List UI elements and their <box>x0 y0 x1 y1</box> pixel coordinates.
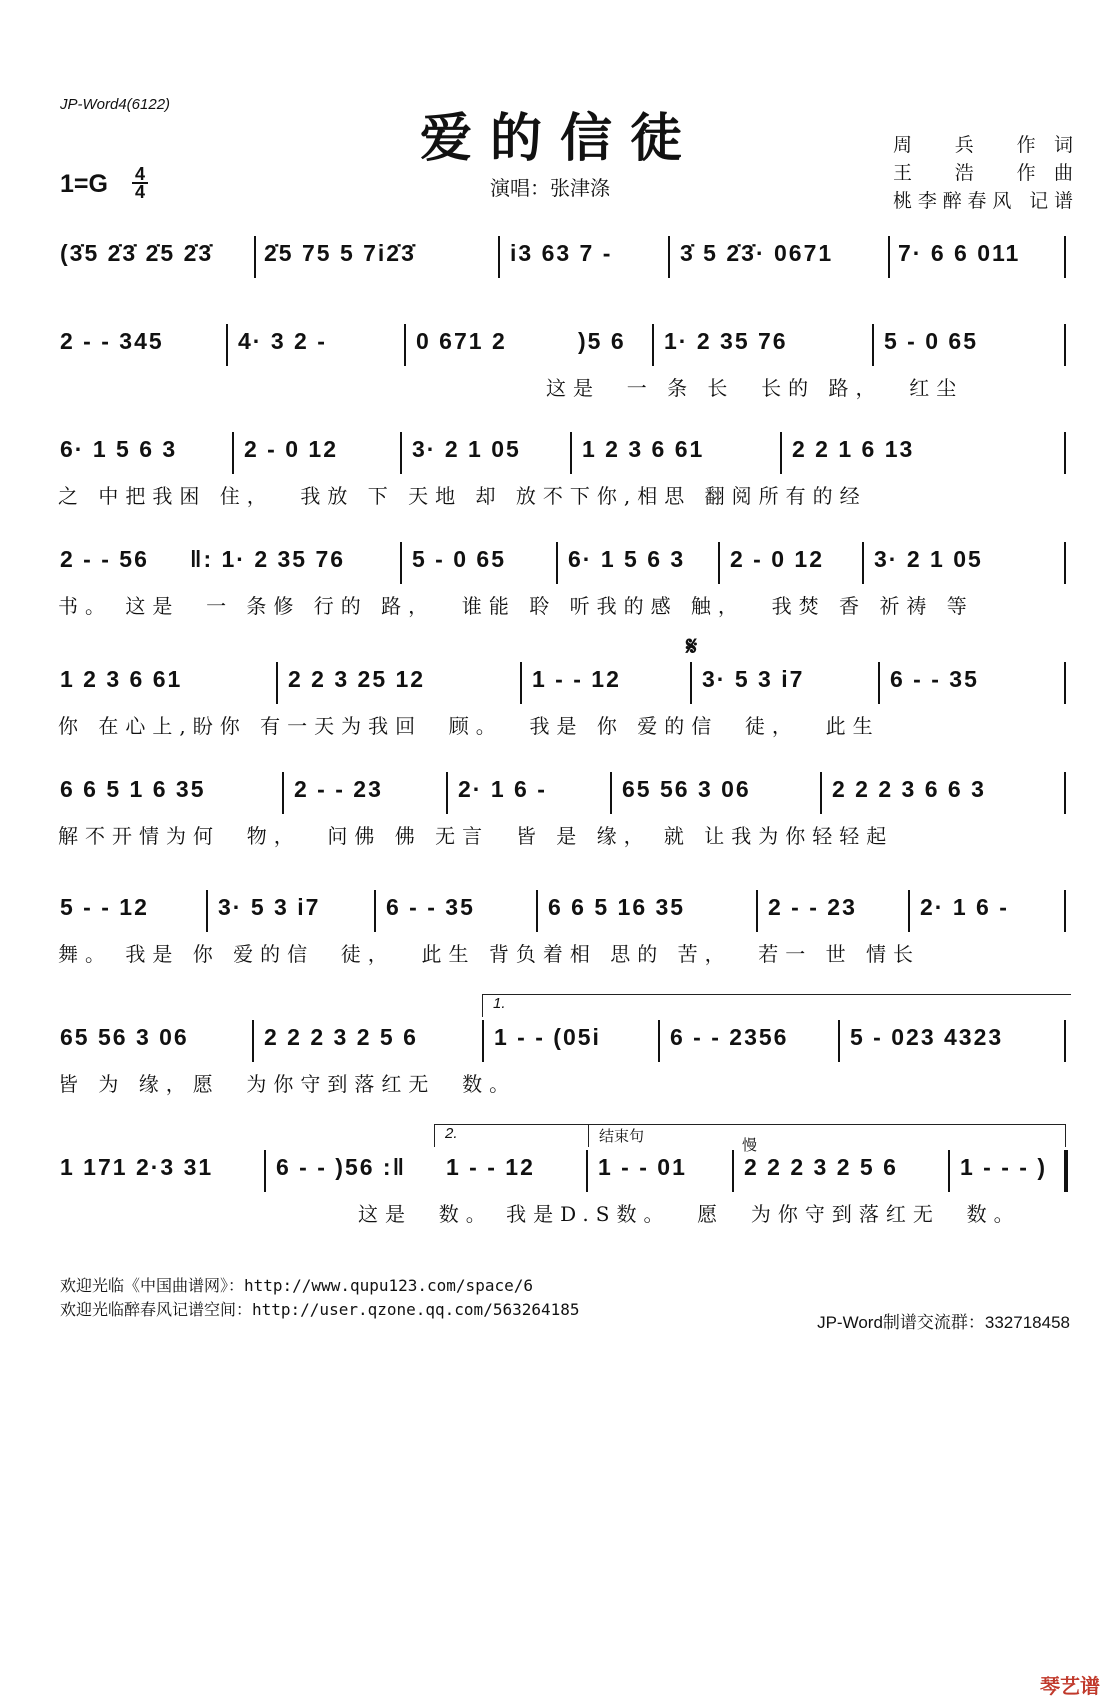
barline <box>520 662 522 704</box>
measure: 6· 1 5 6 3 <box>568 546 686 572</box>
barline <box>586 1150 588 1192</box>
measure: 2 - - 56 <box>60 546 149 572</box>
volta-1-label: 1. <box>493 995 506 1012</box>
barline <box>756 890 758 932</box>
measure: 2 - - 23 <box>294 776 383 802</box>
notes-line <box>58 436 1070 470</box>
measure: 2 2 2 3 6 6 3 <box>832 776 986 802</box>
measure: 1 171 2·3 31 <box>60 1154 214 1180</box>
footer-links <box>60 1274 580 1322</box>
barline <box>226 324 228 366</box>
measure: ‖: 1· 2 35 76 <box>190 546 346 572</box>
software-version: JP-Word4(6122) <box>60 96 171 113</box>
measure: 1 - - (05i <box>494 1024 601 1050</box>
measure: 6 6 5 16 35 <box>548 894 686 920</box>
measure: 1 - - - ) <box>960 1154 1047 1180</box>
measure: 6 - - 2356 <box>670 1024 789 1050</box>
measure: 1· 2 35 76 <box>664 328 788 354</box>
measure: 4· 3 2 - <box>238 328 327 354</box>
barline <box>658 1020 660 1062</box>
measure: 2 - 0 12 <box>730 546 824 572</box>
ending-bracket <box>588 1124 1066 1147</box>
final-barline <box>1064 1150 1068 1192</box>
barline <box>948 1150 950 1192</box>
barline <box>374 890 376 932</box>
measure: 5 - - 12 <box>60 894 149 920</box>
measure: 2· 1 6 - <box>920 894 1009 920</box>
measure: 3· 2 1 05 <box>874 546 983 572</box>
time-bottom: 4 <box>132 182 148 200</box>
lyrics-line: 这是 数。 我是D.S数。 愿 为你守到落红无 数。 <box>358 1202 1021 1226</box>
volta-1-bracket <box>482 994 1071 1017</box>
measure: 6· 1 5 6 3 <box>60 436 178 462</box>
barline <box>556 542 558 584</box>
measure: 2· 1 6 - <box>458 776 547 802</box>
barline <box>908 890 910 932</box>
barline <box>732 1150 734 1192</box>
barline <box>400 432 402 474</box>
barline <box>872 324 874 366</box>
measure: 6 - - 35 <box>386 894 475 920</box>
notes-line <box>58 546 1070 580</box>
lyrics-line: 之 中把我困 住， 我放 下 天地 却 放不下你,相思 翻阅所有的经 <box>58 484 867 508</box>
barline <box>888 236 890 278</box>
measure: 2 - - 23 <box>768 894 857 920</box>
barline <box>276 662 278 704</box>
notes-line <box>58 894 1070 928</box>
measure: 3· 5 3 i7 <box>218 894 321 920</box>
lyrics-line: 皆 为 缘，愿 为你守到落红无 数。 <box>58 1072 517 1096</box>
barline <box>498 236 500 278</box>
time-top: 4 <box>134 164 145 184</box>
barline <box>1064 432 1066 474</box>
barline <box>1064 890 1066 932</box>
segno-mark: 𝄋 <box>686 632 698 662</box>
barline <box>668 236 670 278</box>
measure: 65 56 3 06 <box>622 776 751 802</box>
measure: 2̇5 75 5 7i2̇3̇ <box>264 240 416 266</box>
lyrics-line: 你 在心上,盼你 有一天为我回 顾。 我是 你 爱的信 徒， 此生 <box>58 714 880 738</box>
lyrics-line: 舞。 我是 你 爱的信 徒， 此生 背负着相 思的 苦， 若一 世 情长 <box>58 942 921 966</box>
measure: (3̇5 2̇3̇ 2̇5 2̇3̇ <box>60 240 214 266</box>
barline <box>252 1020 254 1062</box>
barline <box>264 1150 266 1192</box>
barline <box>282 772 284 814</box>
song-title: 爱的信徒 <box>419 108 700 169</box>
barline <box>878 662 880 704</box>
volta-2-bracket <box>434 1124 589 1147</box>
barline <box>404 324 406 366</box>
measure: 5 - 023 4323 <box>850 1024 1004 1050</box>
lyrics-line: 书。 这是 一 条修 行的 路， 谁能 聆 听我的感 触， 我焚 香 祈祷 等 <box>58 594 974 618</box>
time-signature <box>132 166 148 200</box>
notes-line <box>58 776 1070 810</box>
measure: 6 - - )56 :‖ <box>276 1154 407 1180</box>
notes-line <box>58 1154 1070 1188</box>
measure: 6 - - 35 <box>890 666 979 692</box>
measure: i3 63 7 - <box>510 240 613 266</box>
measure: 1 - - 12 <box>532 666 621 692</box>
measure: 2 2 3 25 12 <box>288 666 426 692</box>
barline <box>718 542 720 584</box>
barline <box>482 1020 484 1062</box>
footer-link-qupu[interactable]: 欢迎光临《中国曲谱网》：http://www.qupu123.com/space/6 <box>60 1276 533 1295</box>
barline <box>206 890 208 932</box>
measure: 2 2 2 3 2 5 6 <box>744 1154 898 1180</box>
barline <box>862 542 864 584</box>
composer-credit: 王 浩 作曲 <box>893 162 1073 184</box>
barline <box>536 890 538 932</box>
site-logo: 琴艺谱 <box>1040 1674 1100 1698</box>
notes-line <box>58 666 1070 700</box>
barline <box>232 432 234 474</box>
footer-link-qzone[interactable]: 欢迎光临醉春风记谱空间：http://user.qzone.qq.com/563264185 <box>60 1300 580 1319</box>
barline <box>1064 542 1066 584</box>
measure: )5 6 <box>578 328 626 354</box>
lyrics-line: 解不开情为何 物， 问佛 佛 无言 皆 是 缘， 就 让我为你轻轻起 <box>58 824 894 848</box>
notes-line <box>58 1024 1070 1058</box>
barline <box>1064 662 1066 704</box>
barline <box>446 772 448 814</box>
measure: 2 - - 345 <box>60 328 164 354</box>
measure: 65 56 3 06 <box>60 1024 189 1050</box>
barline <box>1064 236 1066 278</box>
singer-credit: 演唱：张津涤 <box>490 176 610 200</box>
measure: 1 - - 01 <box>598 1154 687 1180</box>
measure: 1 2 3 6 61 <box>60 666 183 692</box>
barline <box>652 324 654 366</box>
barline <box>570 432 572 474</box>
measure: 3· 2 1 05 <box>412 436 521 462</box>
measure: 7· 6 6 011 <box>898 240 1021 266</box>
barline <box>1064 324 1066 366</box>
ending-label: 结束句 <box>599 1127 645 1145</box>
measure: 0 671 2 <box>416 328 507 354</box>
tempo-slow-mark: 慢 <box>742 1136 758 1154</box>
measure: 2 2 1 6 13 <box>792 436 915 462</box>
measure: 2 2 2 3 2 5 6 <box>264 1024 418 1050</box>
volta-2-label: 2. <box>445 1125 458 1142</box>
barline <box>610 772 612 814</box>
lyrics-line: 这是 一 条 长 长的 路， 红尘 <box>546 376 964 400</box>
measure: 6 6 5 1 6 35 <box>60 776 206 802</box>
key-signature: 1=G <box>60 170 108 198</box>
barline <box>780 432 782 474</box>
barline <box>254 236 256 278</box>
measure: 2 - 0 12 <box>244 436 338 462</box>
notes-line <box>58 240 1070 274</box>
measure: 5 - 0 65 <box>884 328 978 354</box>
barline <box>838 1020 840 1062</box>
transcriber-credit: 桃李醉春风 记谱 <box>893 190 1073 212</box>
barline <box>690 662 692 704</box>
measure: 5 - 0 65 <box>412 546 506 572</box>
measure: 1 - - 12 <box>446 1154 535 1180</box>
measure: 3̇ 5 2̇3̇· 0671 <box>680 240 834 266</box>
notes-line <box>58 328 1070 362</box>
barline <box>1064 1020 1066 1062</box>
barline <box>1064 772 1066 814</box>
measure: 3· 5 3 i7 <box>702 666 805 692</box>
measure: 1 2 3 6 61 <box>582 436 705 462</box>
lyricist-credit: 周 兵 作词 <box>893 134 1073 156</box>
barline <box>820 772 822 814</box>
barline <box>400 542 402 584</box>
qq-group-info: JP-Word制谱交流群：332718458 <box>817 1313 1070 1332</box>
